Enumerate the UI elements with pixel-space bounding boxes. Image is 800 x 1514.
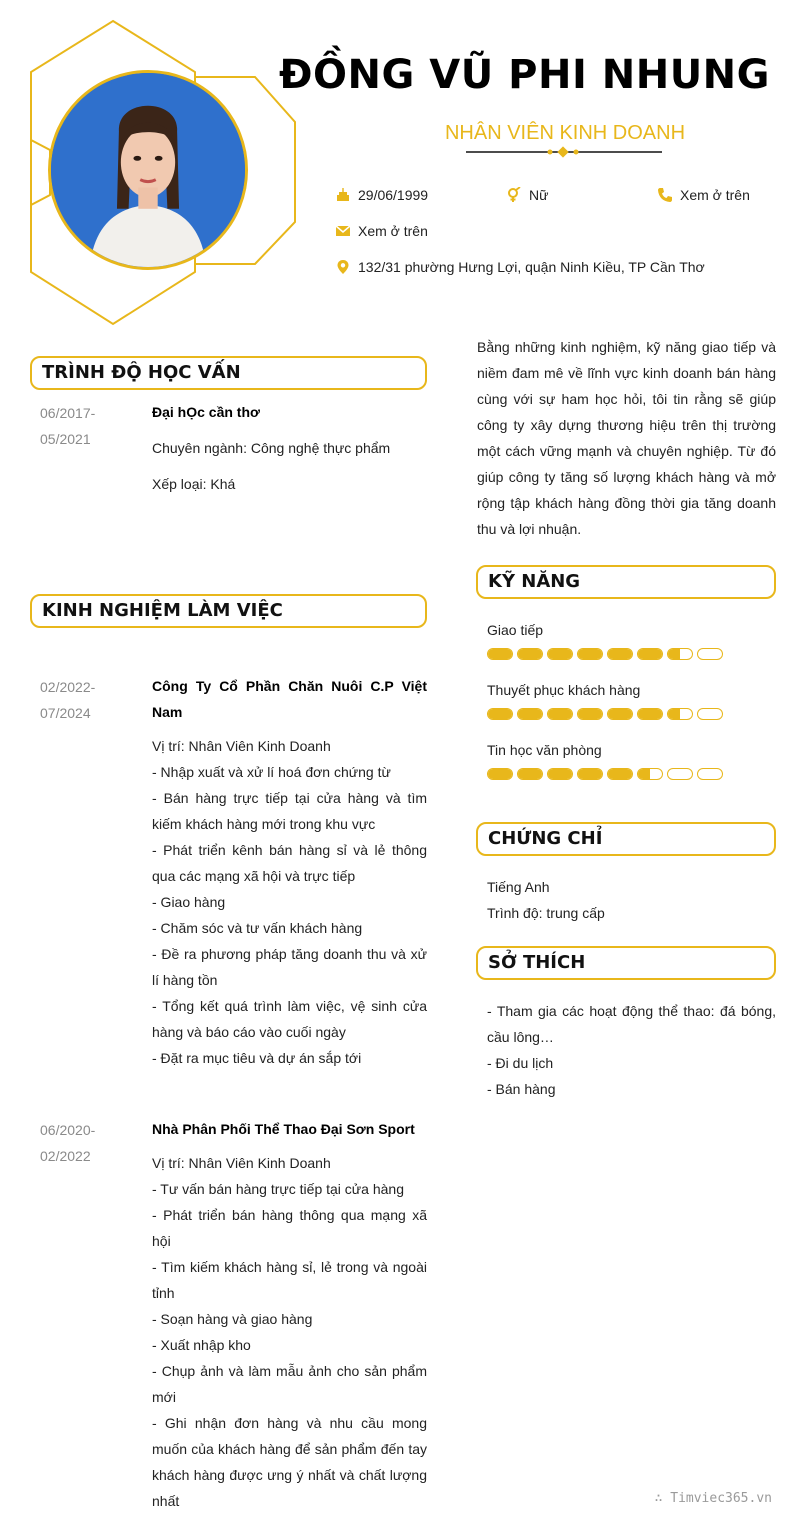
skill-dot	[547, 768, 573, 780]
skill-dot	[577, 768, 603, 780]
skill-dot	[697, 768, 723, 780]
skill-dot	[547, 648, 573, 660]
gender-icon	[505, 186, 523, 204]
skill-dot	[667, 768, 693, 780]
job-date	[40, 1117, 140, 1169]
job-date-end: 02/2022	[40, 1148, 91, 1164]
job-line: - Phát triển kênh bán hàng sỉ và lẻ thông qua các mạng xã hội và trực tiếp	[152, 842, 427, 884]
brand-watermark: ∴ Timviec365.vn	[654, 1491, 772, 1506]
education-heading: TRÌNH ĐỘ HỌC VẤN	[30, 356, 427, 390]
certificates-heading: CHỨNG CHỈ	[476, 822, 776, 856]
job-date-end: 07/2024	[40, 705, 91, 721]
birthday-text: 29/06/1999	[358, 187, 429, 203]
skill-dot	[517, 708, 543, 720]
skill-dot	[607, 768, 633, 780]
skill-name: Tin học văn phòng	[487, 742, 602, 758]
hobby-line: - Đi du lịch	[487, 1055, 554, 1071]
career-summary: Bằng những kinh nghiệm, kỹ năng giao tiếp và niềm đam mê về lĩnh vực kinh doanh bán hàng cùng với sự ham học hỏi, tôi tin rằng sẽ giúp công ty xây dựng thương hiệu trên thị trường một cách vững mạnh và chuyên nghiệp. Từ đó giúp công ty tăng số lượng khách hàng và mở rộng tập khách hàng đồng thời gia tăng doanh thu và lợi nhuận.	[477, 339, 776, 537]
job-line: - Soạn hàng và giao hàng	[152, 1311, 313, 1327]
certificate-line: Tiếng Anh	[487, 879, 550, 895]
gender-item	[505, 186, 548, 204]
skill-name: Giao tiếp	[487, 622, 544, 638]
job-block	[152, 673, 427, 1071]
avatar	[48, 70, 248, 270]
title-divider	[466, 144, 662, 160]
email-item	[334, 222, 428, 240]
phone-item	[656, 186, 750, 204]
skill-dot	[607, 648, 633, 660]
skill-dot	[487, 648, 513, 660]
certificate-line: Trình độ: trung cấp	[487, 905, 605, 921]
hobbies-block	[487, 998, 776, 1102]
education-major: Chuyên ngành: Công nghệ thực phẩm	[152, 440, 391, 456]
skill-dot	[487, 708, 513, 720]
skills-heading: KỸ NĂNG	[476, 565, 776, 599]
skill-rating	[487, 708, 723, 720]
job-line: - Chụp ảnh và làm mẫu ảnh cho sản phẩm mới	[152, 1363, 427, 1405]
cake-icon	[334, 186, 352, 204]
birthday-item	[334, 186, 428, 204]
skill-dot	[487, 768, 513, 780]
certificates-block	[487, 874, 776, 926]
address-item	[334, 258, 705, 276]
job-line: - Bán hàng trực tiếp tại cửa hàng và tìm kiếm khách hàng mới trong khu vực	[152, 790, 427, 832]
skill-dot	[547, 708, 573, 720]
hobby-line: - Bán hàng	[487, 1081, 556, 1097]
education-block	[152, 399, 427, 497]
job-line: - Xuất nhập kho	[152, 1337, 251, 1353]
job-block	[152, 1116, 427, 1514]
skill-dot	[577, 648, 603, 660]
company-name: Công Ty Cổ Phần Chăn Nuôi C.P Việt Nam	[152, 678, 427, 720]
job-line: Vị trí: Nhân Viên Kinh Doanh	[152, 1155, 331, 1171]
skill-dot	[697, 648, 723, 660]
experience-heading: KINH NGHIỆM LÀM VIỆC	[30, 594, 427, 628]
skill-name: Thuyết phục khách hàng	[487, 682, 641, 698]
school-name: Đại hỌc cần thơ	[152, 404, 260, 420]
phone-text: Xem ở trên	[680, 187, 750, 203]
company-name: Nhà Phân Phối Thể Thao Đại Sơn Sport	[152, 1121, 415, 1137]
skill-dot	[637, 648, 663, 660]
job-line: - Tìm kiếm khách hàng sỉ, lẻ trong và ngoài tỉnh	[152, 1259, 427, 1301]
job-line: Vị trí: Nhân Viên Kinh Doanh	[152, 738, 331, 754]
hobby-line: - Tham gia các hoạt động thể thao: đá bóng, cầu lông…	[487, 1003, 776, 1045]
education-date	[40, 400, 140, 452]
email-text: Xem ở trên	[358, 223, 428, 239]
job-line: - Chăm sóc và tư vấn khách hàng	[152, 920, 363, 936]
skill-dot	[517, 648, 543, 660]
skill-dot	[667, 708, 693, 720]
job-line: - Giao hàng	[152, 894, 226, 910]
job-line: - Nhập xuất và xử lí hoá đơn chứng từ	[152, 764, 391, 780]
job-line: - Tổng kết quá trình làm việc, vệ sinh cửa hàng và báo cáo vào cuối ngày	[152, 998, 427, 1040]
address-text: 132/31 phường Hưng Lợi, quận Ninh Kiều, TP Cần Thơ	[358, 259, 705, 275]
job-date-start: 06/2020-	[40, 1122, 96, 1138]
mail-icon	[334, 222, 352, 240]
skill-dot	[577, 708, 603, 720]
hobbies-heading: SỞ THÍCH	[476, 946, 776, 980]
skill-dot	[667, 648, 693, 660]
skill-dot	[607, 708, 633, 720]
gender-text: Nữ	[529, 187, 549, 203]
skill-dot	[637, 708, 663, 720]
job-line: - Ghi nhận đơn hàng và nhu cầu mong muốn của khách hàng để sản phẩm đến tay khách hàng được ưng ý nhất và chất lượng nhất	[152, 1415, 427, 1509]
skill-dot	[697, 708, 723, 720]
skill-dot	[637, 768, 663, 780]
education-rank: Xếp loại: Khá	[152, 476, 236, 492]
job-line: - Tư vấn bán hàng trực tiếp tại cửa hàng	[152, 1181, 404, 1197]
candidate-name: ĐỒNG VŨ PHI NHUNG	[279, 52, 770, 98]
skill-rating	[487, 648, 723, 660]
job-line: - Đặt ra mục tiêu và dự án sắp tới	[152, 1050, 362, 1066]
job-line: - Phát triển bán hàng thông qua mạng xã hội	[152, 1207, 427, 1249]
location-pin-icon	[334, 258, 352, 276]
job-date	[40, 674, 140, 726]
phone-icon	[656, 186, 674, 204]
education-date-start: 06/2017-	[40, 405, 96, 421]
education-date-end: 05/2021	[40, 431, 91, 447]
skill-dot	[517, 768, 543, 780]
job-date-start: 02/2022-	[40, 679, 96, 695]
skill-rating	[487, 768, 723, 780]
job-line: - Đề ra phương pháp tăng doanh thu và xử lí hàng tồn	[152, 946, 427, 988]
job-title: NHÂN VIÊN KINH DOANH	[444, 122, 686, 144]
